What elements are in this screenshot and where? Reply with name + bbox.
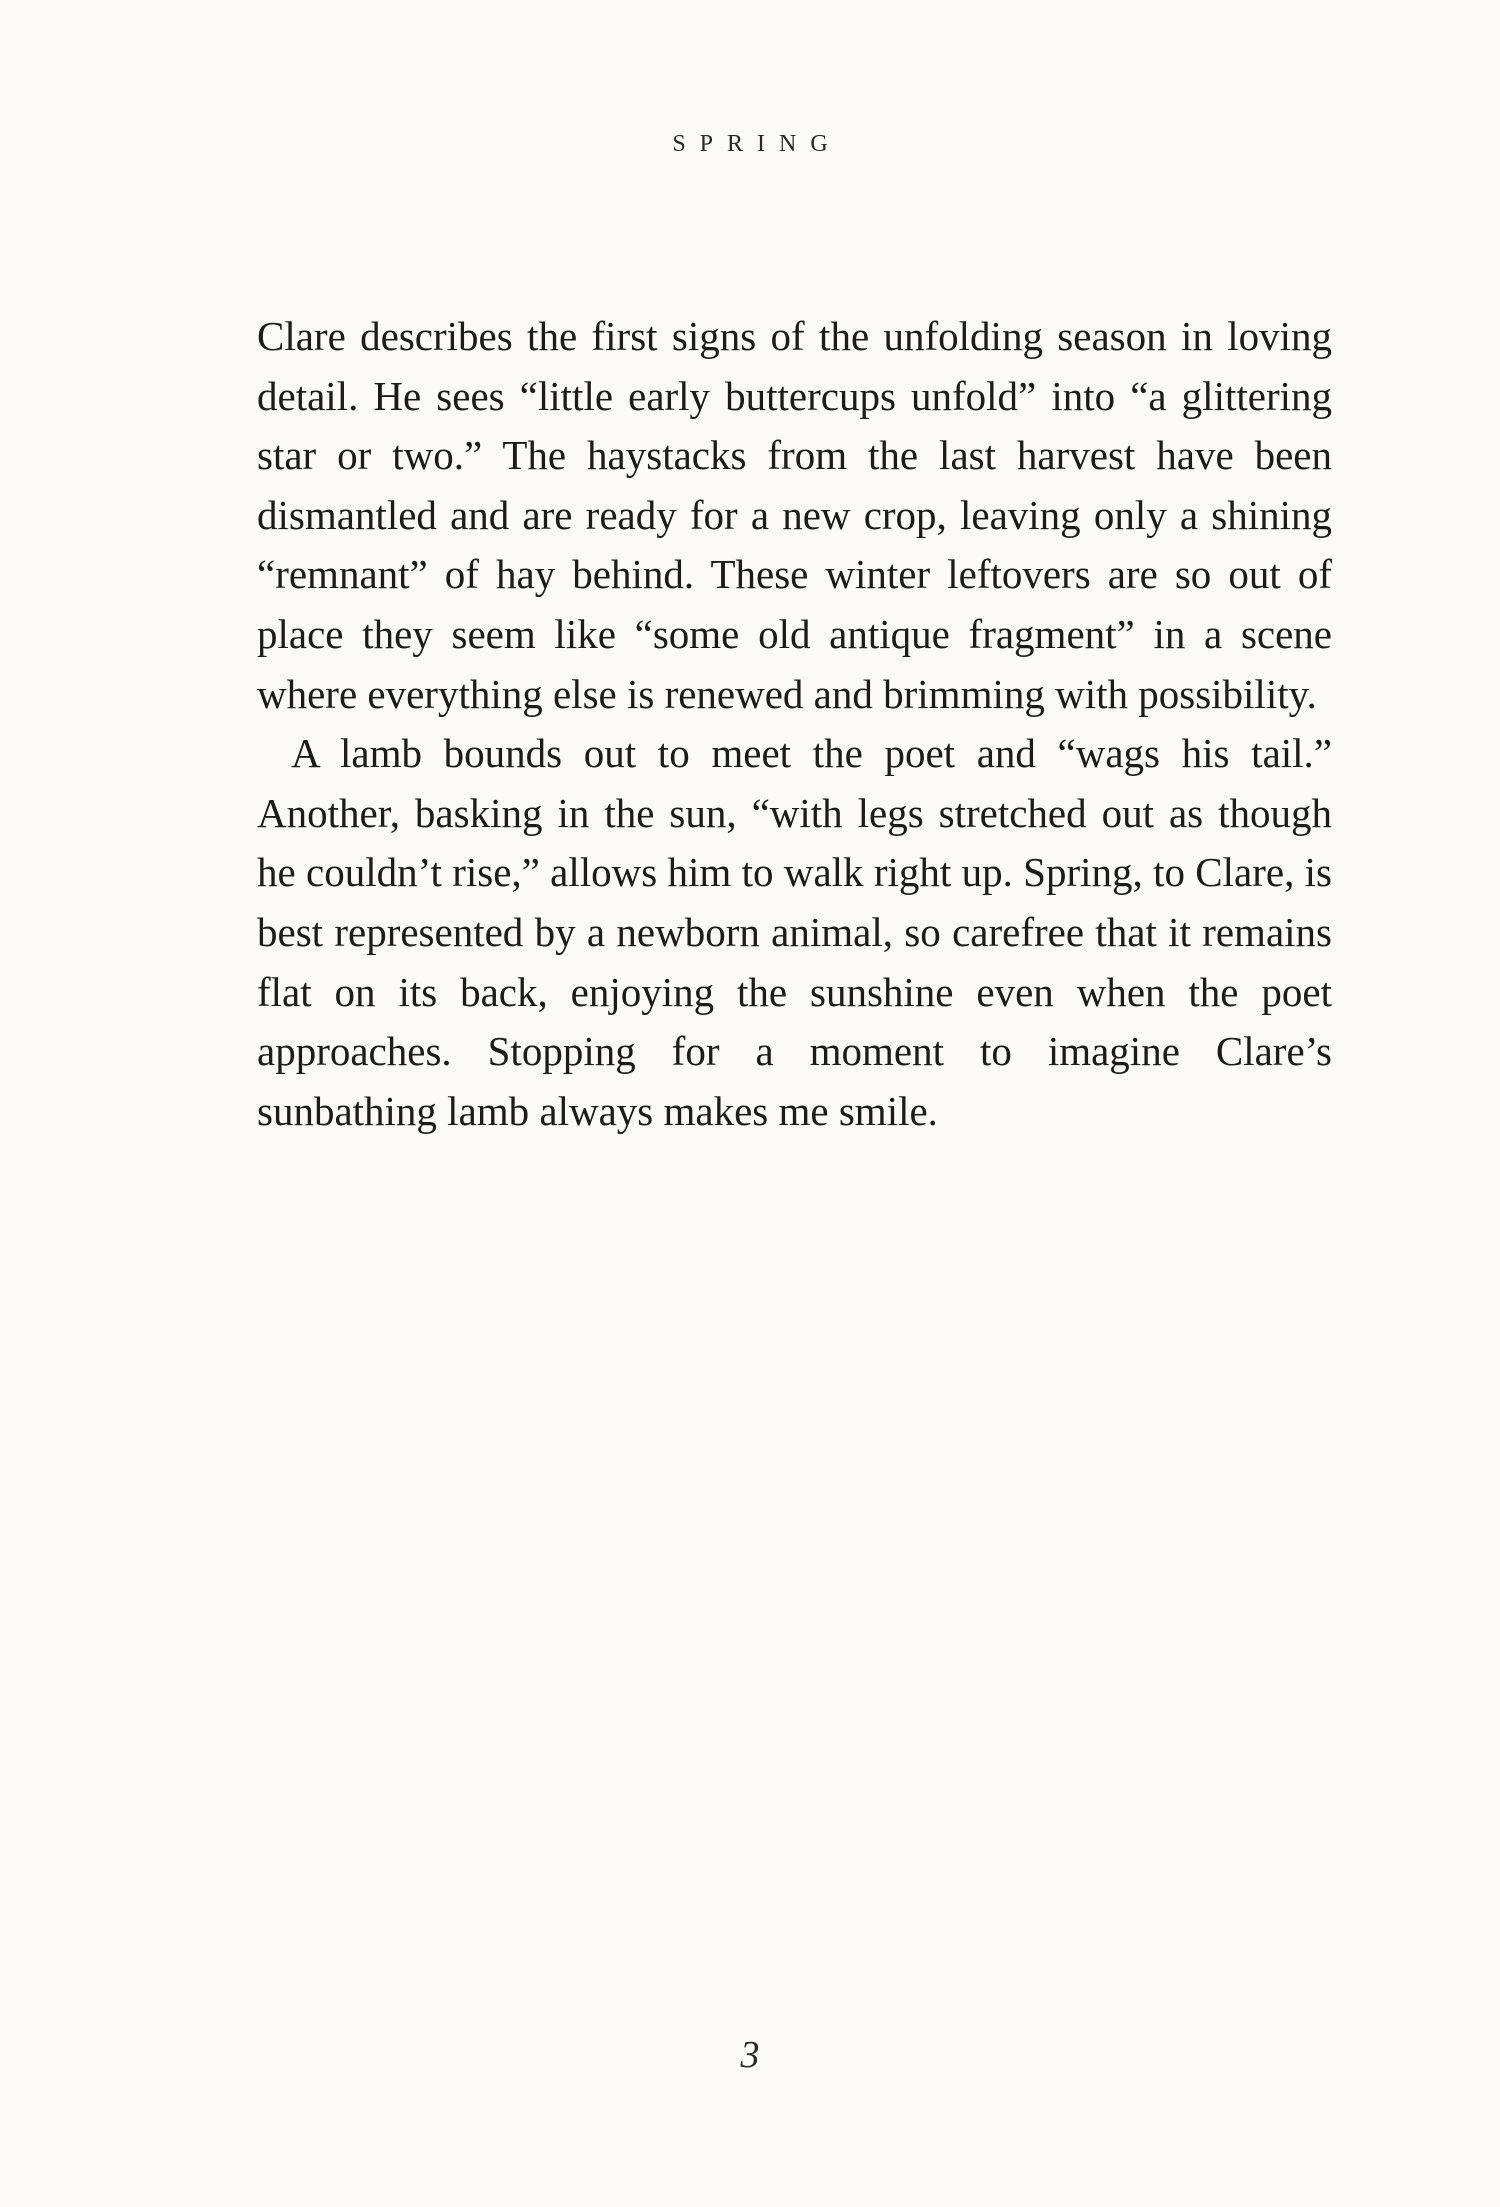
paragraph: Clare describes the first signs of the unfolding season in loving detail. He sees “little early buttercups unfold” into “a glittering star or two.” The haystacks from the last harvest have been dismantled and are ready for a new crop, leaving only a shining “remnant” of hay behind. These winter leftovers are so out of place they seem like “some old antique fragment” in a scene where everything else is renewed and brimming with possibility. <box>257 313 1332 717</box>
running-head: SPRING <box>672 131 842 157</box>
page-number: 3 <box>740 2034 760 2076</box>
paragraph: A lamb bounds out to meet the poet and “wags his tail.” Another, basking in the sun, “with legs stretched out as though he couldn’t rise,” allows him to walk right up. Spring, to Clare, is best represented by a newborn animal, so carefree that it remains flat on its back, enjoying the sunshine even when the poet approaches. Stopping for a moment to imagine Clare’s sunbathing lamb always makes me smile. <box>257 730 1332 1134</box>
body-text <box>257 307 1332 1141</box>
